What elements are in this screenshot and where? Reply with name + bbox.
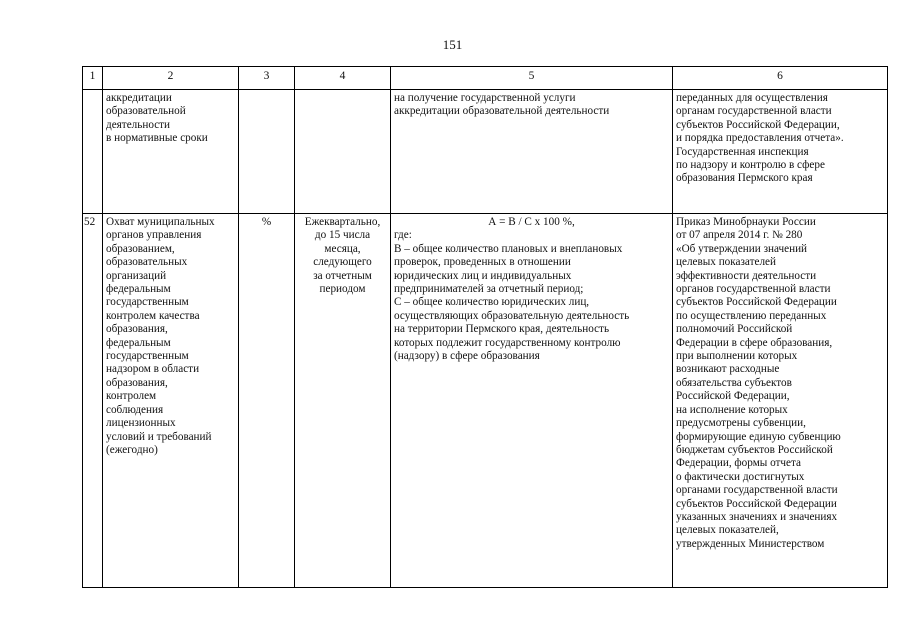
unit-cell: % [239, 214, 295, 588]
calculation-method-cell [391, 214, 673, 588]
indicators-table [82, 66, 888, 588]
periodicity-cell [295, 90, 391, 214]
column-number: 6 [673, 67, 888, 90]
page-number: 151 [442, 37, 463, 52]
column-number-row [83, 67, 888, 90]
row-number-cell: 52 [83, 214, 103, 588]
column-number: 4 [295, 67, 391, 90]
formula: А = В / С х 100 %, [488, 216, 575, 228]
formula-explanation: где: В – общее количество плановых и внеплановых проверок, проведенных в отношении юридических лиц и индивидуальных предпринимателей за отчетный период; С – общее количество юридических лиц, осуществляющих образовательную деятельность на территории Пермского края, деятельность которых подлежит государственному контролю (надзору) в сфере образования [394, 229, 630, 363]
table-row [83, 214, 888, 588]
indicator-name-cell: Охват муниципальных органов управления образованием, образовательных организаций федеральным государственным контролем качества образования, федеральным государственным надзором в области образования, контролем соблюдения лицензионных условий и требований (ежегодно) [103, 214, 239, 588]
column-number: 1 [83, 67, 103, 90]
column-number: 2 [103, 67, 239, 90]
source-cell: переданных для осуществления органам государственной власти субъектов Российской Федерации, и порядка предоставления отчета». Государственная инспекция по надзору и контролю в сфере образования Пермского края [673, 90, 888, 214]
row-number-cell [83, 90, 103, 214]
unit-cell [239, 90, 295, 214]
indicator-name-cell: аккредитации образовательной деятельности в нормативные сроки [103, 90, 239, 214]
calculation-method-cell: на получение государственной услуги аккредитации образовательной деятельности [391, 90, 673, 214]
source-cell: Приказ Минобрнауки России от 07 апреля 2014 г. № 280 «Об утверждении значений целевых показателей эффективности деятельности органов государственной власти субъектов Российской Федерации по осуществлению переданных полномочий Российской Федерации в сфере образования, при выполнении которых возникают расходные обязательства субъектов Российской Федерации, на исполнение которых предусмотрены субвенции, формирующие единую субвенцию бюджетам субъектов Российской Федерации, формы отчета о фактически достигнутых органами государственной власти субъектов Российской Федерации указанных значениях и значениях целевых показателей, утвержденных Министерством [673, 214, 888, 588]
periodicity-cell: Ежеквартально, до 15 числа месяца, следующего за отчетным периодом [295, 214, 391, 588]
column-number: 3 [239, 67, 295, 90]
table-row [83, 90, 888, 214]
column-number: 5 [391, 67, 673, 90]
